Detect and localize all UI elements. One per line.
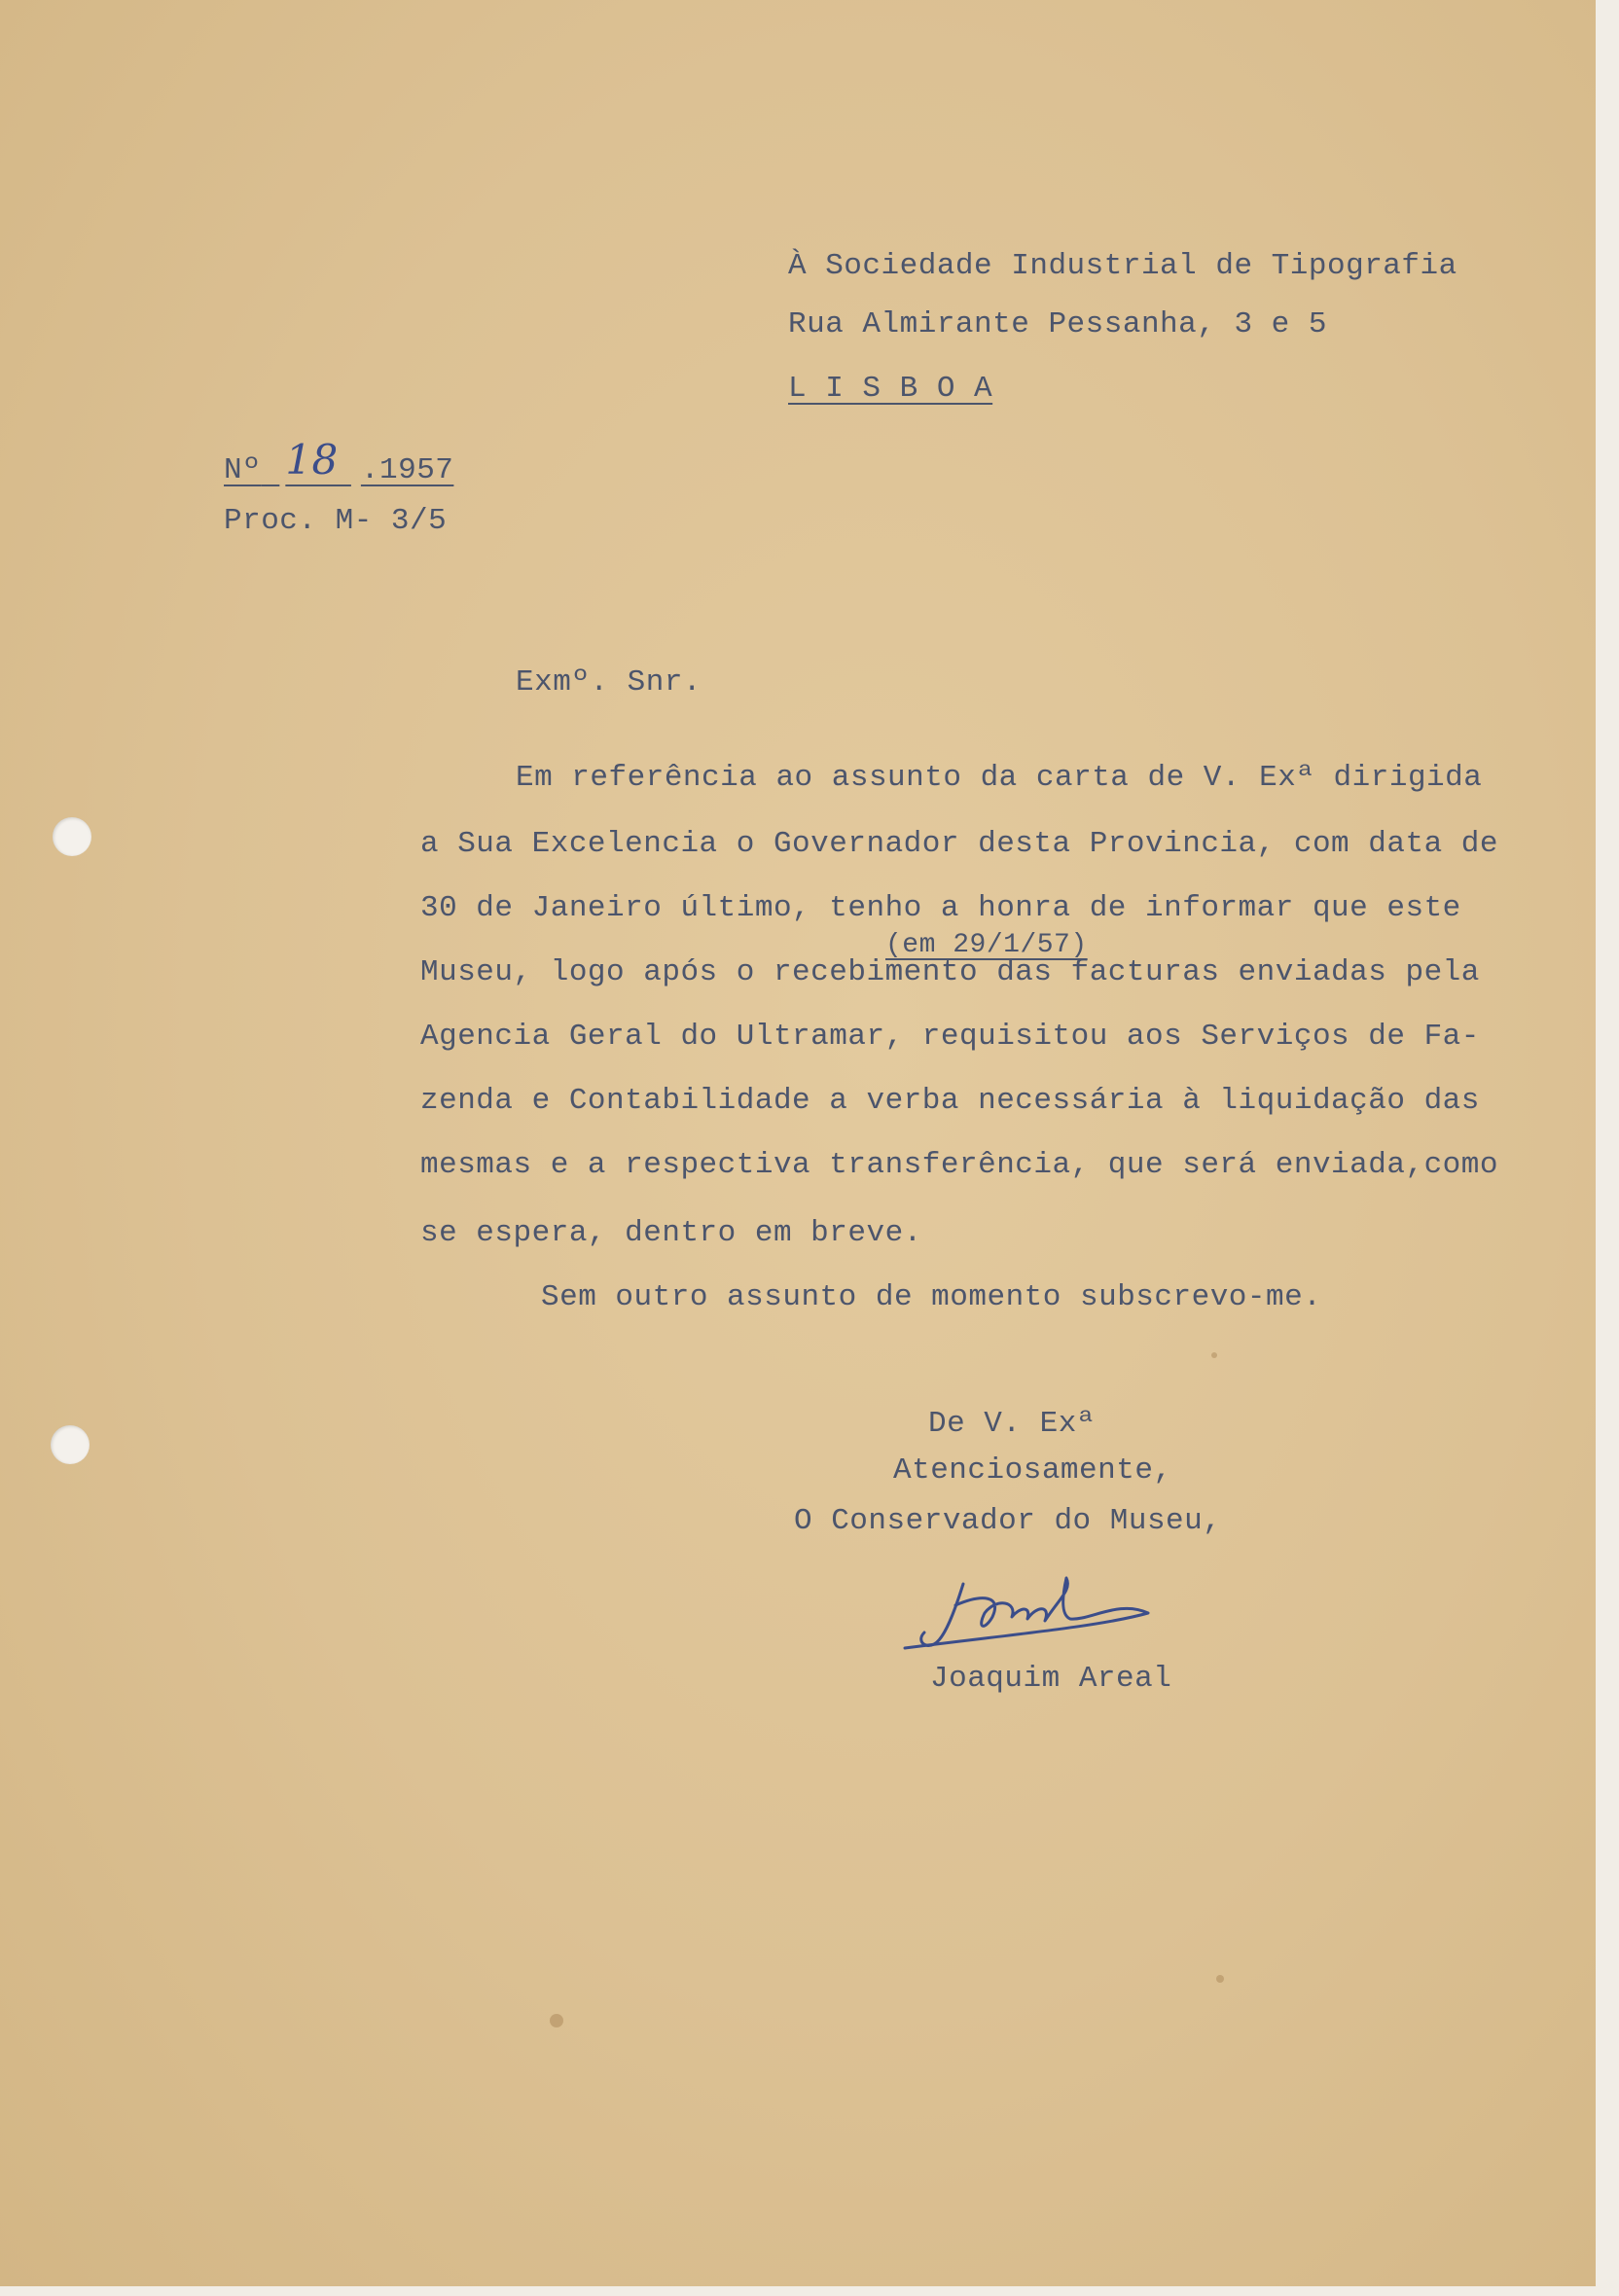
body-insertion: (em 29/1/57): [885, 930, 1088, 960]
process-reference: Proc. M- 3/5: [224, 504, 448, 538]
signature-text: JAreal: [895, 1566, 898, 1567]
body-line: zenda e Contabilidade a verba necessária à liquidação das: [420, 1084, 1480, 1118]
paper-stain: [1216, 1975, 1224, 1983]
reference-number-handwritten: 18: [285, 436, 339, 484]
recipient-city: L I S B O A: [788, 372, 993, 406]
body-line: a Sua Excelencia o Governador desta Provincia, com data de: [420, 827, 1498, 861]
scan-margin-right: [1596, 0, 1619, 2296]
scan-margin-bottom: [0, 2286, 1619, 2296]
salutation: Exmº. Snr.: [516, 665, 702, 700]
reference-number-prefix: Nº: [224, 453, 262, 487]
closing-line: Atenciosamente,: [893, 1453, 1172, 1488]
body-line: mesmas e a respectiva transferência, que será enviada,como: [420, 1148, 1498, 1182]
body-line: se espera, dentro em breve.: [420, 1216, 922, 1250]
signatory-name: Joaquim Areal: [930, 1662, 1172, 1696]
body-line: Agencia Geral do Ultramar, requisitou aos Serviços de Fa-: [420, 1020, 1480, 1054]
body-line: 30 de Janeiro último, tenho a honra de informar que este: [420, 891, 1461, 925]
body-line: Museu, logo após o recebimento das facturas enviadas pela: [420, 955, 1480, 989]
reference-number-year: .1957: [360, 453, 454, 487]
body-closing-line: Sem outro assunto de momento subscrevo-me.: [541, 1280, 1322, 1314]
reference-number: [224, 436, 454, 487]
punch-hole-top: [53, 817, 91, 856]
punch-hole-bottom: [51, 1425, 90, 1464]
closing-line: O Conservador do Museu,: [794, 1504, 1222, 1538]
handwritten-signature: [895, 1566, 1206, 1664]
paper-stain: [1211, 1352, 1217, 1358]
recipient-name: À Sociedade Industrial de Tipografia: [788, 249, 1457, 283]
paper-stain: [550, 2014, 563, 2027]
recipient-street: Rua Almirante Pessanha, 3 e 5: [788, 307, 1327, 341]
closing-line: De V. Exª: [928, 1407, 1096, 1441]
body-line: Em referência ao assunto da carta de V. Exª dirigida: [516, 761, 1483, 795]
